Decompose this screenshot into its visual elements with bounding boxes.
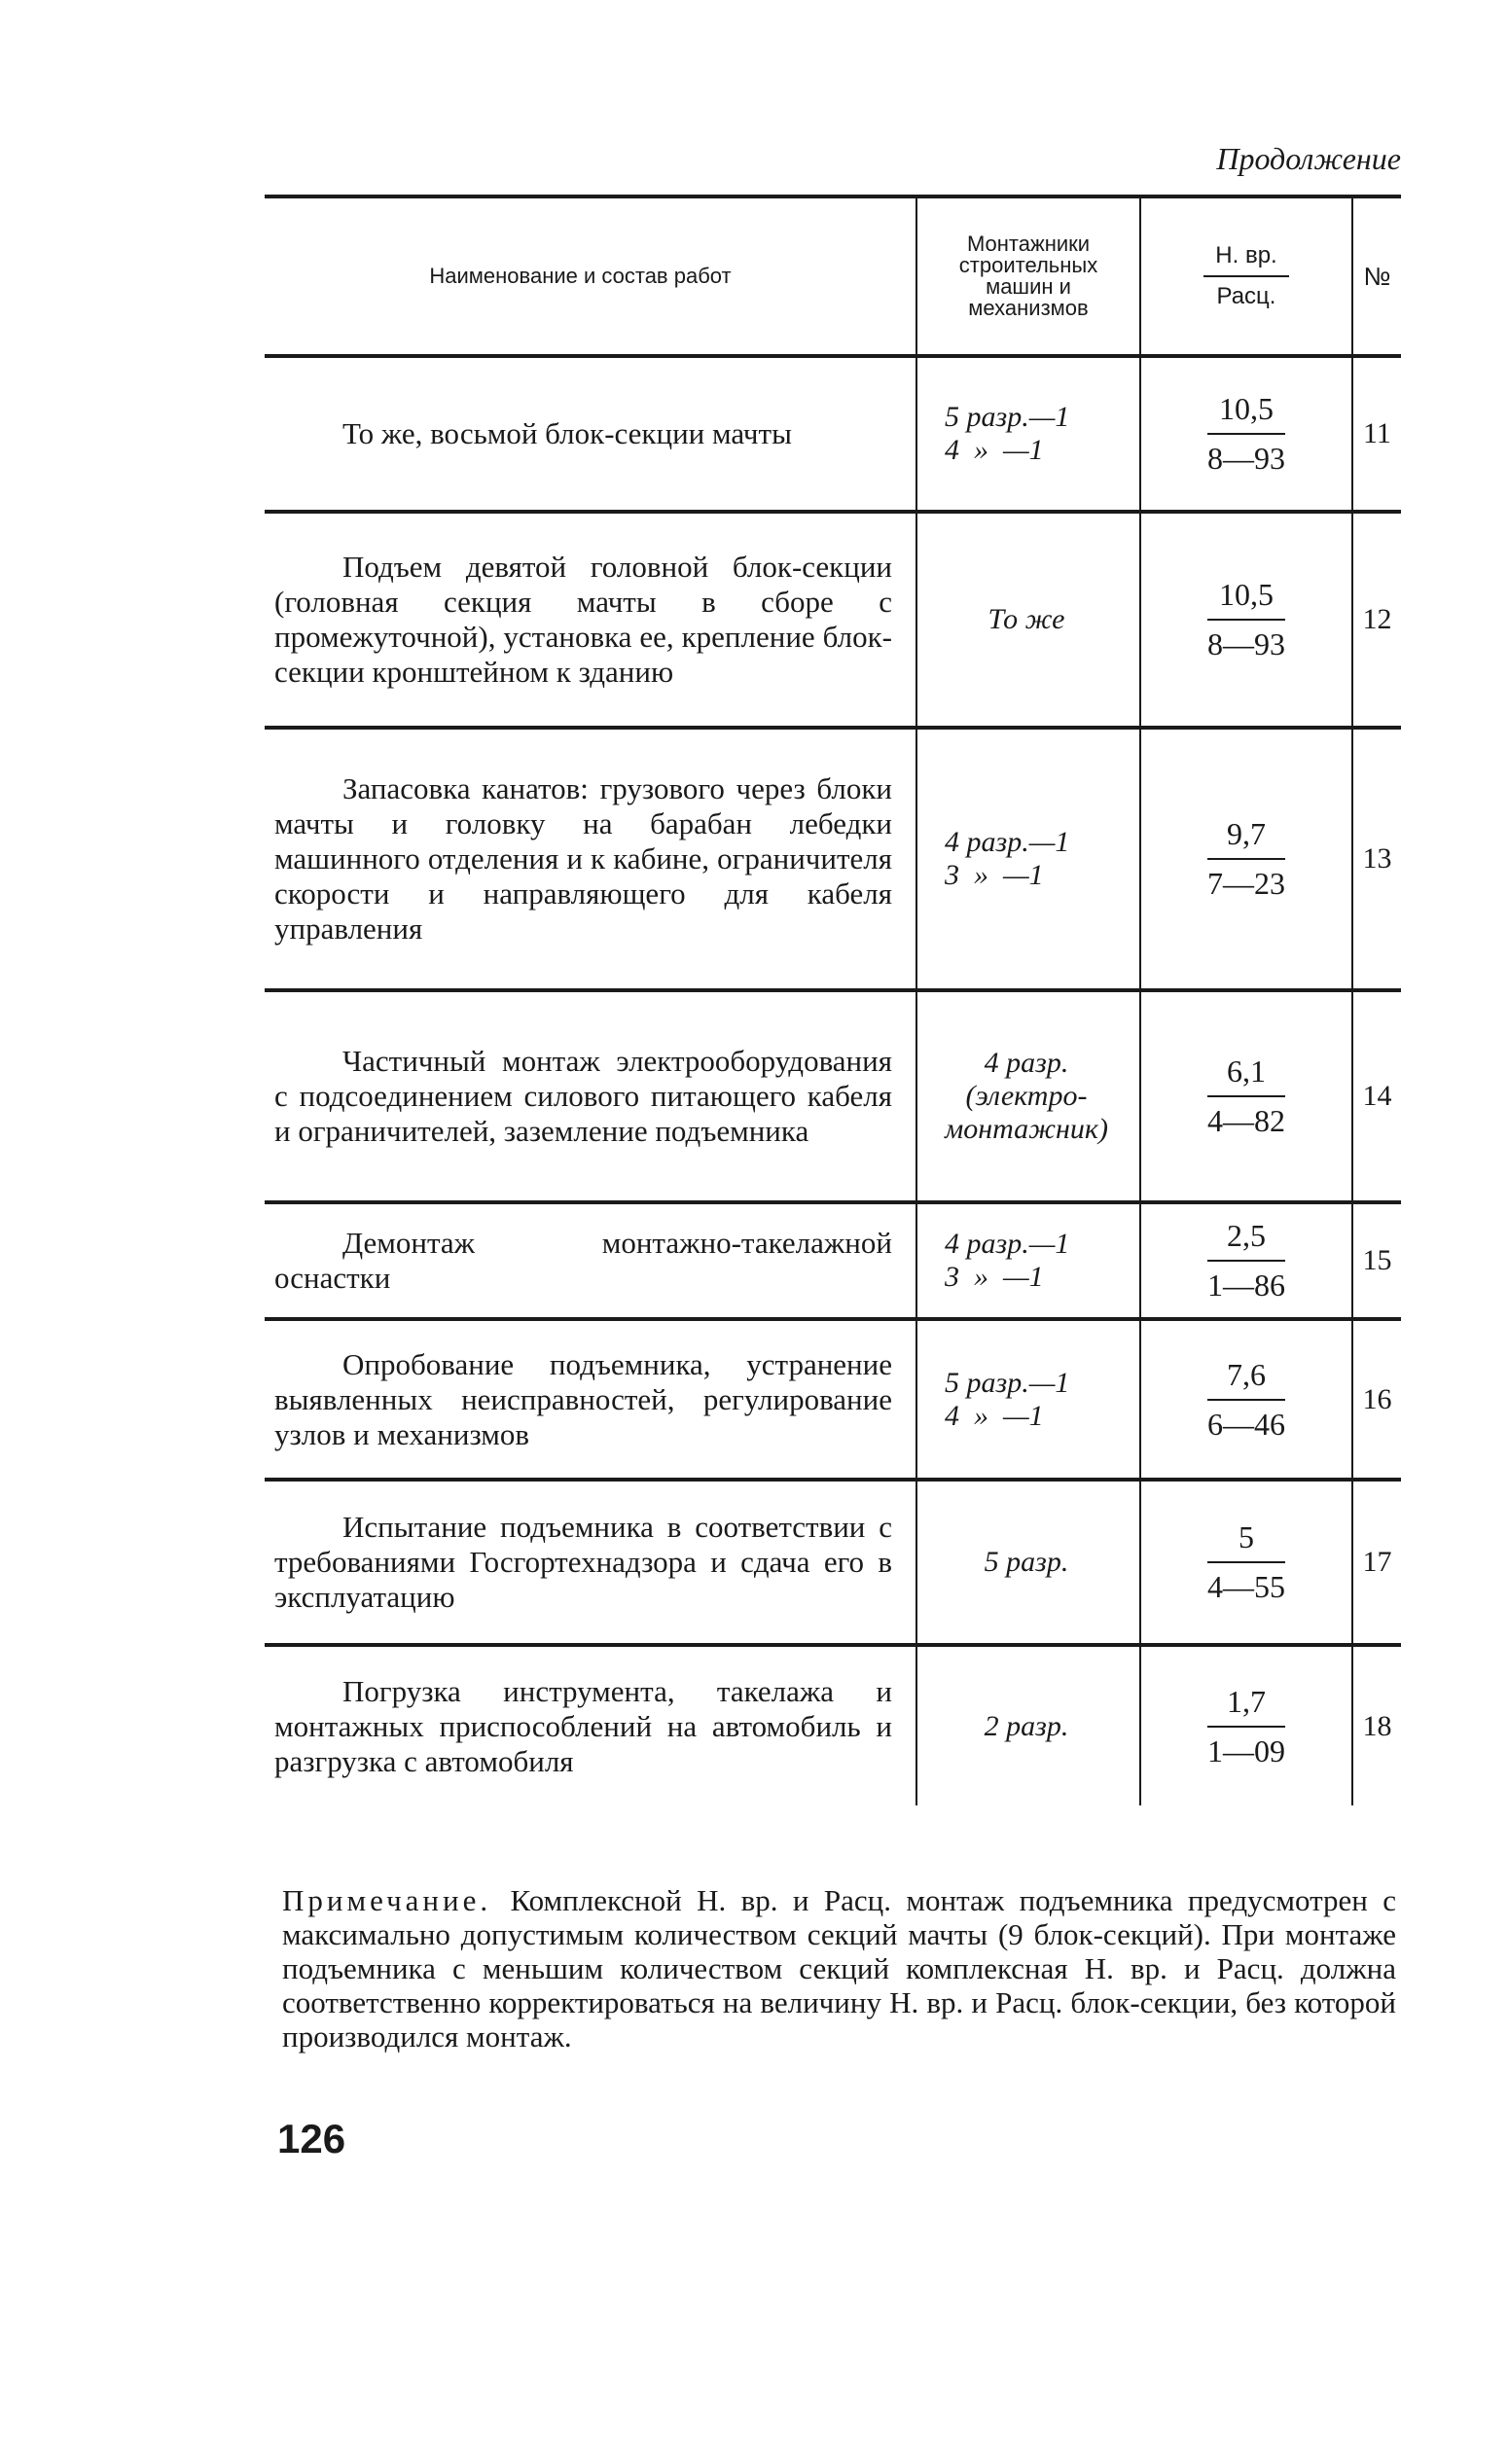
continuation-label: Продолжение (1216, 141, 1401, 176)
workers-cell: То же (916, 512, 1140, 728)
workers-cell: 4 разр.—1 3 » —1 (916, 728, 1140, 990)
table-row (265, 356, 1401, 512)
norm-time-value: 7,6 (1207, 1357, 1285, 1401)
table-row (265, 990, 1401, 1202)
table-row (265, 728, 1401, 990)
row-number: 17 (1352, 1480, 1401, 1645)
work-description: Демонтаж монтажно-такелажной оснастки (274, 1226, 892, 1295)
table-row (265, 1319, 1401, 1480)
row-number: 13 (1352, 728, 1401, 990)
work-description: То же, восьмой блок-секции мачты (342, 416, 792, 450)
header-work: Наименование и состав работ (429, 264, 732, 288)
norm-time-value: 10,5 (1207, 391, 1285, 435)
work-description: Частичный монтаж электрооборудования с подсоединением силового питающего кабеля и ограничителей, заземление подъемника (274, 1044, 892, 1148)
table-row (265, 1480, 1401, 1645)
work-description: Опробование подъемника, устранение выявленных неисправностей, регулирование узлов и механизмов (274, 1346, 892, 1451)
norm-rate-cell (1140, 1480, 1352, 1645)
rate-value: 1—86 (1207, 1268, 1285, 1303)
row-number: 12 (1352, 512, 1401, 728)
norm-rate-cell (1140, 356, 1352, 512)
workers-cell: 4 разр. (электро- монтажник) (916, 990, 1140, 1202)
norm-time-value: 1,7 (1207, 1684, 1285, 1728)
note-lead: Примечание. (282, 1883, 492, 1917)
norm-rate-cell (1140, 1319, 1352, 1480)
row-number: 18 (1352, 1645, 1401, 1805)
table-header-row (265, 196, 1401, 356)
table-row (265, 512, 1401, 728)
row-number: 11 (1352, 356, 1401, 512)
note-text: Комплексной Н. вр. и Расц. монтаж подъемника предусмотрен с максимально допустимым количеством секций мачты (9 блок-секций). При монтаже подъемника с меньшим количеством секций комплексная Н. вр. и Расц. должна соответственно корректироваться на величину Н. вр. и Расц. блок-секции, без которой производился монтаж. (282, 1883, 1396, 2053)
row-number: 16 (1352, 1319, 1401, 1480)
header-rate: Расц. (1216, 283, 1276, 309)
norm-time-value: 9,7 (1207, 816, 1285, 860)
header-number: № (1352, 196, 1401, 356)
norm-time-value: 10,5 (1207, 577, 1285, 621)
norm-rate-cell (1140, 512, 1352, 728)
rate-value: 8—93 (1207, 441, 1285, 476)
row-number: 14 (1352, 990, 1401, 1202)
rate-value: 8—93 (1207, 626, 1285, 661)
workers-cell: 4 разр.—1 3 » —1 (916, 1202, 1140, 1319)
norm-rate-cell (1140, 990, 1352, 1202)
norm-time-value: 6,1 (1207, 1053, 1285, 1097)
norm-time-value: 5 (1207, 1519, 1285, 1563)
rate-value: 4—82 (1207, 1103, 1285, 1138)
rate-value: 6—46 (1207, 1406, 1285, 1442)
rate-value: 4—55 (1207, 1569, 1285, 1604)
norm-rate-cell (1140, 1645, 1352, 1805)
header-workers: Монтажники строительных машин и механизмов (916, 196, 1140, 356)
page-number: 126 (277, 2116, 346, 2161)
row-number: 15 (1352, 1202, 1401, 1319)
rate-value: 1—09 (1207, 1732, 1285, 1768)
workers-cell: 5 разр.—1 4 » —1 (916, 356, 1140, 512)
norms-table (265, 195, 1401, 1805)
work-description: Испытание подъемника в соответствии с требованиями Госгортехнадзора и сдача его в эксплуатацию (274, 1510, 892, 1614)
table-row (265, 1645, 1401, 1805)
norm-rate-cell (1140, 1202, 1352, 1319)
header-norm-rate (1140, 196, 1352, 356)
workers-cell: 5 разр.—1 4 » —1 (916, 1319, 1140, 1480)
work-description: Подъем девятой головной блок-секции (головная секция мачты в сборе с промежуточной), установка ее, крепление блок-секции кронштейном к зданию (274, 550, 892, 689)
table-row (265, 1202, 1401, 1319)
table-note (282, 1883, 1396, 2053)
header-norm-time: Н. вр. (1203, 242, 1288, 277)
norm-time-value: 2,5 (1207, 1218, 1285, 1262)
work-description: Запасовка канатов: грузового через блоки мачты и головку на барабан лебедки машинного отделения и к кабине, ограничителя скорости и направляющего для кабеля управления (274, 771, 892, 946)
norm-rate-cell (1140, 728, 1352, 990)
workers-cell: 2 разр. (916, 1645, 1140, 1805)
work-description: Погрузка инструмента, такелажа и монтажных приспособлений на автомобиль и разгрузка с автомобиля (274, 1673, 892, 1778)
rate-value: 7—23 (1207, 866, 1285, 901)
workers-cell: 5 разр. (916, 1480, 1140, 1645)
